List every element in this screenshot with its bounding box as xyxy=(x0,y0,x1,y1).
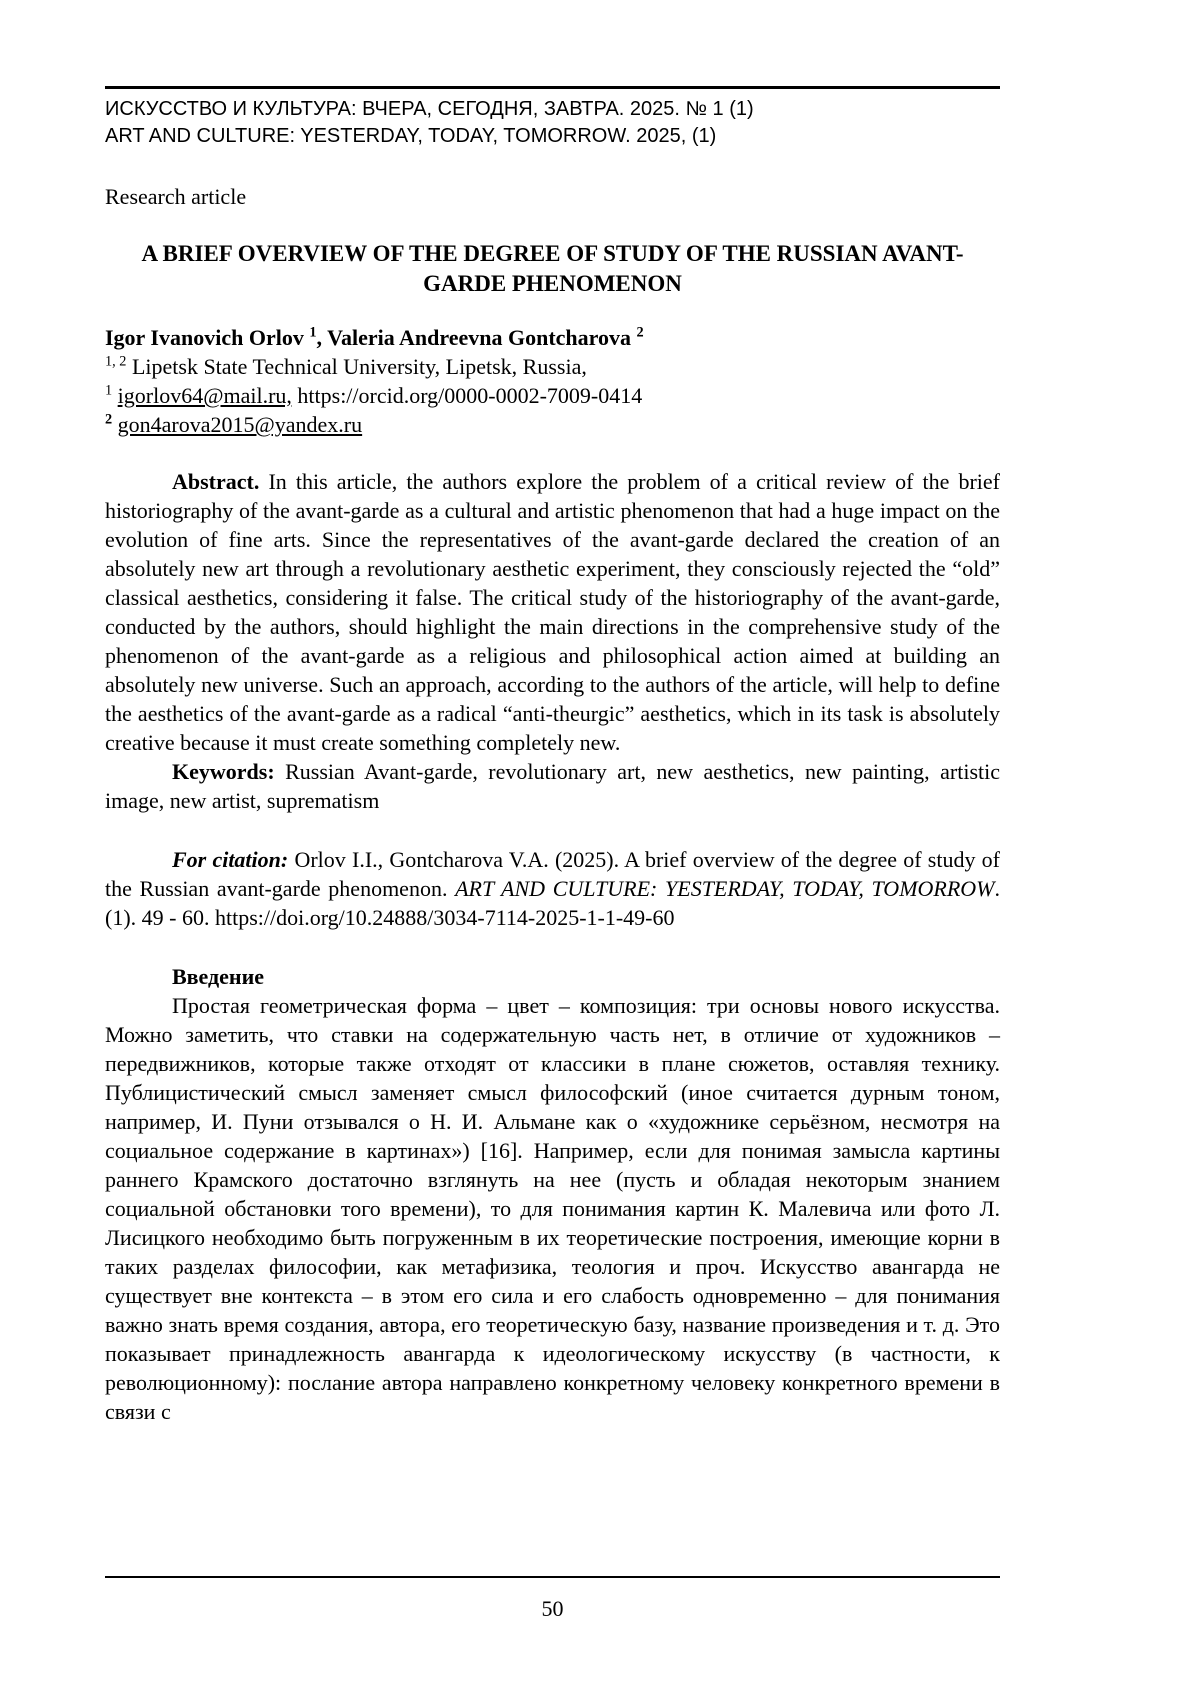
author2-email-link[interactable]: gon4arova2015@yandex.ru xyxy=(117,412,363,437)
keywords-label: Keywords: xyxy=(172,759,275,784)
email1-superscript: 1 xyxy=(105,382,113,399)
affiliation-line xyxy=(105,352,1000,381)
email2-superscript: 2 xyxy=(105,411,113,428)
citation-journal-name: ART AND CULTURE: YESTERDAY, TODAY, TOMORROW xyxy=(455,876,995,901)
authors-line xyxy=(105,323,1000,352)
introduction-paragraph: Простая геометрическая форма – цвет – композиция: три основы нового искусства. Можно заметить, что ставки на содержательную часть нет, в отличие от художников – передвижников, которые также отходят от классики в плане сюжетов, оставляя технику. Публицистический смысл заменяет смысл философский (иное считается дурным тоном, например, И. Пуни отзывался о Н. И. Альмане как о «художнике серьёзном, несмотря на социальное содержание в картинах») [16]. Например, если для понимая замысла картины раннего Крамского достаточно взглянуть на нее (пусть и обладая некоторым знанием социальной обстановки того времени), то для понимания картин К. Малевича или фото Л. Лисицкого необходимо быть погруженным в их теоретические построения, имеющие корни в таких разделах философии, как метафизика, теология и проч. Искусство авангарда не существует вне контекста – в этом его сила и его слабость одновременно – для понимания важно знать время создания, автора, его теоретическую базу, название произведения и т. д. Это показывает принадлежность авангарда к идеологическому искусству (в частности, к революционному): послание автора направлено конкретному человеку конкретного времени в связи с xyxy=(105,993,1000,1424)
affiliation-text: Lipetsk State Technical University, Lipetsk, Russia, xyxy=(131,354,587,379)
article-title-line1: A BRIEF OVERVIEW OF THE DEGREE OF STUDY OF THE RUSSIAN AVANT- xyxy=(141,241,964,266)
abstract-paragraph xyxy=(105,467,1000,757)
author2-superscript: 2 xyxy=(636,324,644,341)
article-title xyxy=(105,239,1000,299)
affiliation-superscript: 1, 2 xyxy=(105,353,127,370)
journal-header xyxy=(105,89,1000,150)
keywords-text: Russian Avant-garde, revolutionary art, new aesthetics, new painting, artistic image, new artist, suprematism xyxy=(105,759,1000,813)
journal-title-english: ART AND CULTURE: YESTERDAY, TODAY, TOMORROW. 2025, (1) xyxy=(105,125,717,147)
author1-email-link[interactable]: igorlov64@mail.ru, xyxy=(117,383,292,408)
page-content xyxy=(105,0,1000,1426)
introduction-heading: Введение xyxy=(172,964,265,989)
abstract-text: In this article, the authors explore the problem of a critical review of the brief historiography of the avant-garde as a cultural and artistic phenomenon that had a huge impact on the evolution of fine arts. Since the representatives of the avant-garde declared the creation of an absolutely new art through a revolutionary aesthetic experiment, they consciously rejected the “old” classical aesthetics, considering it false. The critical study of the historiography of the avant-garde, conducted by the authors, should highlight the main directions in the comprehensive study of the phenomenon of the avant-garde as a religious and philosophical action aimed at building an absolutely new universe. Such an approach, according to the authors of the article, will help to define the aesthetics of the avant-garde as a radical “anti-theurgic” aesthetics, which in its task is absolutely creative because it must create something completely new. xyxy=(105,469,1001,755)
orcid-url: https://orcid.org/0000-0002-7009-0414 xyxy=(297,383,643,408)
footer-rule xyxy=(105,1576,1000,1578)
citation-label: For citation: xyxy=(172,847,289,872)
article-type-label: Research article xyxy=(105,184,247,209)
citation-text-before: Orlov I.I., Gontcharova V.A. (2025). A brief overview of the degree of study of the Russian avant-garde phenomenon. xyxy=(105,847,1001,901)
citation-text-after: . (1). 49 - 60. https://doi.org/10.24888/3034-7114-2025-1-1-49-60 xyxy=(105,876,1001,930)
author1-contact-line xyxy=(105,381,1000,410)
author2-contact-line xyxy=(105,410,1000,439)
page-footer xyxy=(105,1576,1000,1697)
authors-separator: , xyxy=(316,325,328,350)
abstract-label: Abstract. xyxy=(172,469,260,494)
author2-name: Valeria Andreevna Gontcharova xyxy=(327,325,632,350)
article-title-line2: GARDE PHENOMENON xyxy=(423,271,682,296)
keywords-paragraph xyxy=(105,757,1000,815)
page-number: 50 xyxy=(541,1596,564,1621)
journal-title-russian: ИСКУССТВО И КУЛЬТУРА: ВЧЕРА, СЕГОДНЯ, ЗАВТРА. 2025. № 1 (1) xyxy=(105,98,754,120)
author1-superscript: 1 xyxy=(309,324,317,341)
citation-paragraph xyxy=(105,845,1000,932)
author1-name: Igor Ivanovich Orlov xyxy=(105,325,304,350)
